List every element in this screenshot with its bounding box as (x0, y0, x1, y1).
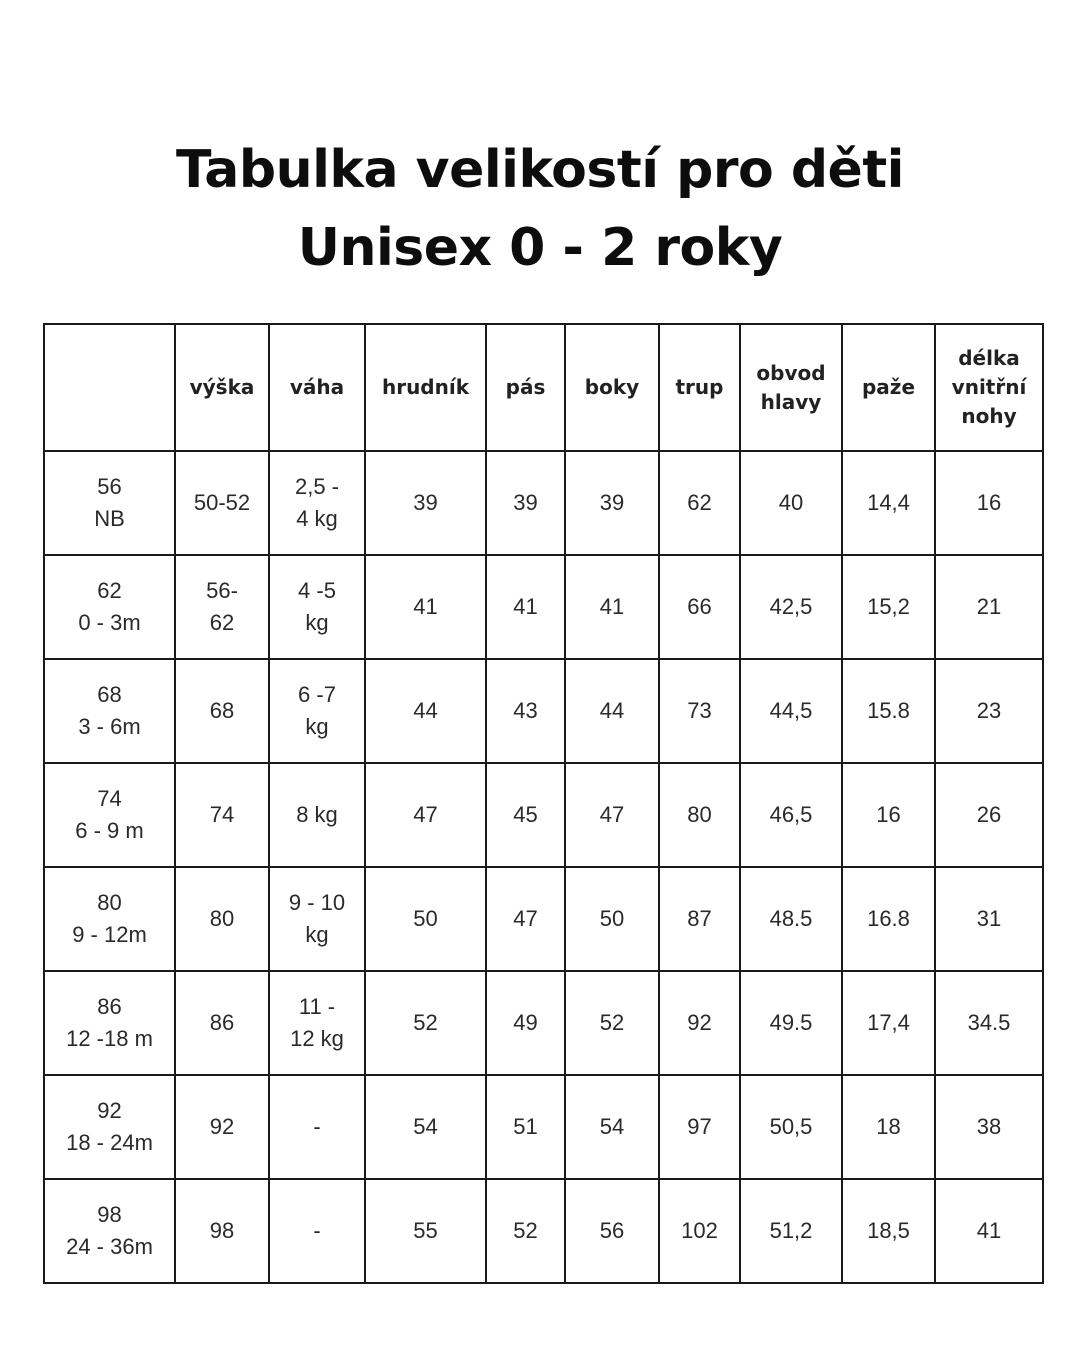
waist-cell: 47 (486, 867, 565, 971)
hips-cell: 47 (565, 763, 659, 867)
size-cell: 92 18 - 24m (44, 1075, 175, 1179)
table-row (44, 555, 1043, 659)
torso-cell: 102 (659, 1179, 740, 1283)
weight-cell: 11 - 12 kg (269, 971, 365, 1075)
size-cell: 56 NB (44, 451, 175, 555)
table-row (44, 1179, 1043, 1283)
head-circumference-cell: 44,5 (740, 659, 842, 763)
torso-cell: 97 (659, 1075, 740, 1179)
chest-cell: 41 (365, 555, 486, 659)
hips-cell: 44 (565, 659, 659, 763)
arm-cell: 17,4 (842, 971, 935, 1075)
table-row (44, 763, 1043, 867)
weight-cell: 9 - 10 kg (269, 867, 365, 971)
waist-cell: 51 (486, 1075, 565, 1179)
size-cell: 98 24 - 36m (44, 1179, 175, 1283)
weight-header: váha (269, 324, 365, 451)
chest-cell: 54 (365, 1075, 486, 1179)
arm-cell: 15.8 (842, 659, 935, 763)
weight-cell: 6 -7 kg (269, 659, 365, 763)
arm-cell: 16 (842, 763, 935, 867)
inseam-cell: 23 (935, 659, 1043, 763)
arm-cell: 16.8 (842, 867, 935, 971)
inseam-cell: 41 (935, 1179, 1043, 1283)
arm-header: paže (842, 324, 935, 451)
height-cell: 68 (175, 659, 269, 763)
arm-cell: 18 (842, 1075, 935, 1179)
title-line-1: Tabulka velikostí pro děti (175, 139, 905, 200)
height-cell: 92 (175, 1075, 269, 1179)
torso-cell: 87 (659, 867, 740, 971)
waist-cell: 39 (486, 451, 565, 555)
weight-cell: 8 kg (269, 763, 365, 867)
torso-cell: 92 (659, 971, 740, 1075)
waist-cell: 52 (486, 1179, 565, 1283)
height-cell: 50-52 (175, 451, 269, 555)
weight-cell: - (269, 1075, 365, 1179)
chest-cell: 55 (365, 1179, 486, 1283)
waist-cell: 49 (486, 971, 565, 1075)
waist-header: pás (486, 324, 565, 451)
chest-cell: 50 (365, 867, 486, 971)
torso-cell: 62 (659, 451, 740, 555)
arm-cell: 18,5 (842, 1179, 935, 1283)
arm-cell: 14,4 (842, 451, 935, 555)
size-header (44, 324, 175, 451)
weight-cell: - (269, 1179, 365, 1283)
inseam-cell: 38 (935, 1075, 1043, 1179)
weight-cell: 4 -5 kg (269, 555, 365, 659)
size-cell: 62 0 - 3m (44, 555, 175, 659)
hips-header: boky (565, 324, 659, 451)
height-cell: 74 (175, 763, 269, 867)
weight-cell: 2,5 - 4 kg (269, 451, 365, 555)
head-circumference-cell: 50,5 (740, 1075, 842, 1179)
chest-cell: 52 (365, 971, 486, 1075)
page-title (0, 131, 1080, 287)
chest-cell: 39 (365, 451, 486, 555)
torso-cell: 73 (659, 659, 740, 763)
table-row (44, 451, 1043, 555)
waist-cell: 45 (486, 763, 565, 867)
table-row (44, 1075, 1043, 1179)
torso-header: trup (659, 324, 740, 451)
height-cell: 86 (175, 971, 269, 1075)
inseam-cell: 31 (935, 867, 1043, 971)
table-header-row (44, 324, 1043, 451)
hips-cell: 50 (565, 867, 659, 971)
table-row (44, 867, 1043, 971)
hips-cell: 52 (565, 971, 659, 1075)
height-header: výška (175, 324, 269, 451)
size-cell: 86 12 -18 m (44, 971, 175, 1075)
head-circumference-cell: 51,2 (740, 1179, 842, 1283)
inseam-cell: 21 (935, 555, 1043, 659)
torso-cell: 66 (659, 555, 740, 659)
table-body (44, 451, 1043, 1283)
head-circumference-cell: 48.5 (740, 867, 842, 971)
table-row (44, 659, 1043, 763)
waist-cell: 41 (486, 555, 565, 659)
inseam-header: délka vnitřní nohy (935, 324, 1043, 451)
head-circumference-header: obvod hlavy (740, 324, 842, 451)
height-cell: 80 (175, 867, 269, 971)
table-row (44, 971, 1043, 1075)
size-cell: 68 3 - 6m (44, 659, 175, 763)
hips-cell: 39 (565, 451, 659, 555)
title-line-2: Unisex 0 - 2 roky (297, 217, 783, 278)
chest-header: hrudník (365, 324, 486, 451)
height-cell: 56- 62 (175, 555, 269, 659)
inseam-cell: 34.5 (935, 971, 1043, 1075)
size-cell: 74 6 - 9 m (44, 763, 175, 867)
inseam-cell: 26 (935, 763, 1043, 867)
waist-cell: 43 (486, 659, 565, 763)
head-circumference-cell: 42,5 (740, 555, 842, 659)
hips-cell: 56 (565, 1179, 659, 1283)
head-circumference-cell: 46,5 (740, 763, 842, 867)
hips-cell: 54 (565, 1075, 659, 1179)
size-chart-table (43, 323, 1044, 1284)
chest-cell: 44 (365, 659, 486, 763)
head-circumference-cell: 49.5 (740, 971, 842, 1075)
inseam-cell: 16 (935, 451, 1043, 555)
size-cell: 80 9 - 12m (44, 867, 175, 971)
hips-cell: 41 (565, 555, 659, 659)
chest-cell: 47 (365, 763, 486, 867)
arm-cell: 15,2 (842, 555, 935, 659)
height-cell: 98 (175, 1179, 269, 1283)
head-circumference-cell: 40 (740, 451, 842, 555)
torso-cell: 80 (659, 763, 740, 867)
